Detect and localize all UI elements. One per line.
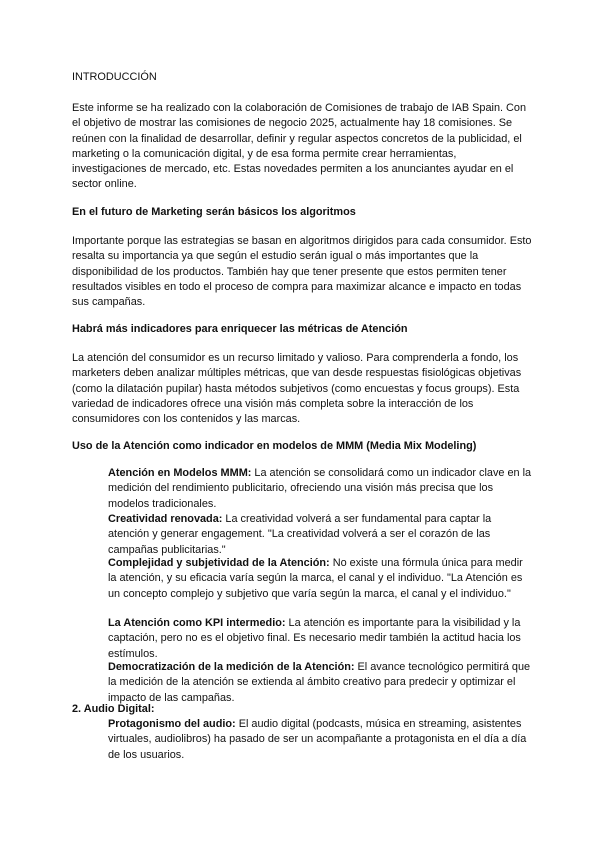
item-text: El avance tecnológico permitirá que la medición de la atención se extienda al ámbito creativo para predecir y optimizar el impacto de las campañas. [108, 661, 531, 704]
section1-paragraph: Importante porque las estrategias se basan en algoritmos dirigidos para cada consumidor. Esto resalta su importancia ya que según el estudio serán igual o más importantes que la disponibilidad de los productos. También hay que tener presente que estos permiten tener resultados visibles en todo el proceso de compra para maximizar alcance e impacto en todas sus campañas. [72, 235, 532, 309]
item-term: Protagonismo del audio: [108, 718, 236, 730]
list-item-democratization [108, 660, 532, 706]
item-term: Complejidad y subjetividad de la Atención: [108, 557, 330, 569]
item-text: No existe una fórmula única para medir la atención, y su eficacia varía según la marca, el canal y el individuo. "La Atención es un concepto complejo y subjetivo que varía según la marca, el canal y el individuo." [108, 557, 523, 600]
item-text: El audio digital (podcasts, música en streaming, asistentes virtuales, audiolibros) ha pasado de ser un acompañante a protagonista en el día a día de los usuarios. [108, 718, 527, 761]
section2-paragraph: La atención del consumidor es un recurso limitado y valioso. Para comprenderla a fondo, los marketers deben analizar múltiples métricas, que van desde respuestas fisiológicas objetivas (como la dilatación pupilar) hasta métodos subjetivos (como encuestas y focus groups). Esta variedad de indicadores ofrece una visión más completa sobre la interacción de los consumidores con los contenidos y las marcas. [72, 352, 522, 426]
item-term: Creatividad renovada: [108, 513, 223, 525]
item-term: Democratización de la medición de la Atención: [108, 661, 355, 673]
list-item-creativity [108, 512, 532, 558]
item-text: La atención se consolidará como un indicador clave en la medición del rendimiento publicitario, ofreciendo una visión más precisa que los modelos tradicionales. [108, 467, 532, 510]
section2-heading: Habrá más indicadores para enriquecer las métricas de Atención [72, 323, 408, 335]
section4-heading: 2. Audio Digital: [72, 703, 155, 715]
list-item-complexity [108, 556, 532, 602]
list-item-audio [108, 717, 532, 763]
list-item-kpi [108, 616, 532, 662]
list-item-attention-mmm [108, 466, 532, 512]
item-text: La creatividad volverá a ser fundamental para captar la atención y generar engagement. "La creatividad volverá a ser el corazón de las campañas publicitarias." [108, 513, 492, 556]
item-term: La Atención como KPI intermedio: [108, 617, 286, 629]
section1-heading: En el futuro de Marketing serán básicos los algoritmos [72, 206, 356, 218]
intro-title: INTRODUCCIÓN [72, 71, 157, 83]
intro-paragraph: Este informe se ha realizado con la colaboración de Comisiones de trabajo de IAB Spain. Con el objetivo de mostrar las comisiones de negocio 2025, actualmente hay 18 comisiones. Se reúnen con la finalidad de desarrollar, definir y regular aspectos concretos de la publicidad, el marketing o la comunicación digital, y de esa forma permite crear herramientas, investigaciones de mercado, etc. Estas novedades permiten a los anunciantes ayudar en el sector online. [72, 102, 527, 191]
item-term: Atención en Modelos MMM: [108, 467, 252, 479]
item-text: La atención es importante para la visibilidad y la captación, pero no es el objetivo final. Es necesario medir también la actitud hacia los estímulos. [108, 617, 521, 660]
section3-heading: Uso de la Atención como indicador en modelos de MMM (Media Mix Modeling) [72, 440, 477, 452]
